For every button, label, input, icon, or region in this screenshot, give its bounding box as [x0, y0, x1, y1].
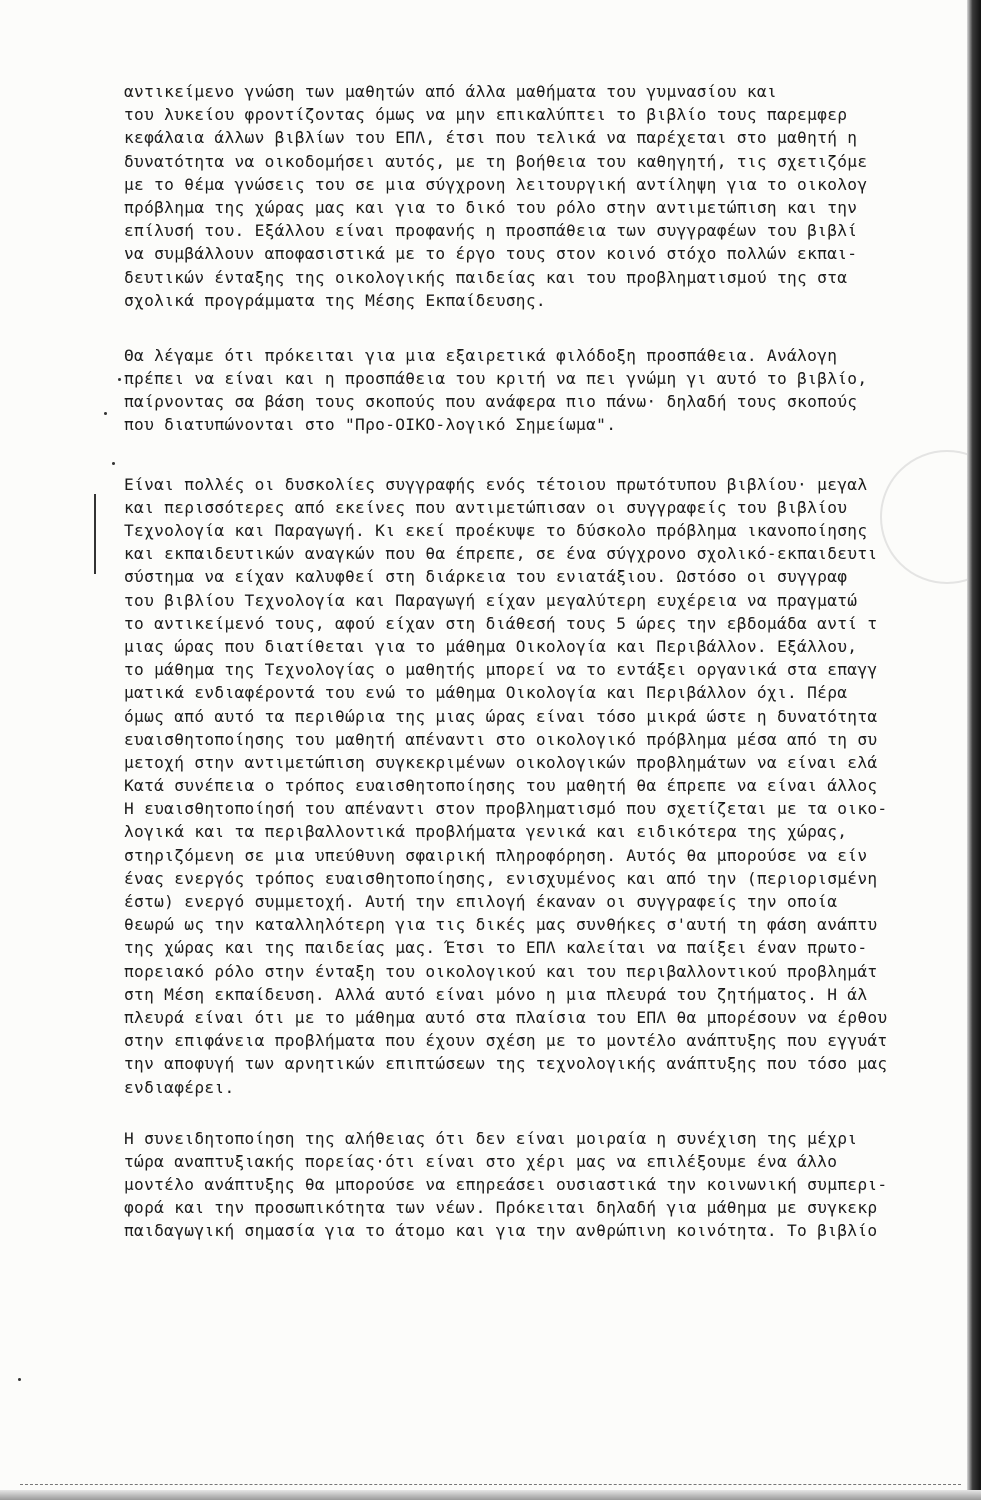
text-line: μιας ώρας που διατίθεται για το μάθημα Οικολογία και Περιβάλλον. Εξάλλου, [124, 636, 858, 656]
scan-bottom-edge [0, 1490, 981, 1500]
text-line: επίλυσή του. Εξάλλου είναι προφανής η προσπάθεια των συγγραφέων του βιβλί [124, 221, 858, 241]
text-line: φορά και την προσωπικότητα των νέων. Πρόκειται δηλαδή για μάθημα με συγκεκρ [124, 1198, 878, 1218]
text-line: λογικά και τα περιβαλλοντικά προβλήματα γενικά και ειδικότερα της χώρας, [124, 822, 848, 842]
paragraph-3 [124, 473, 972, 1099]
text-line: ματικά ενδιαφέροντά του ενώ το μάθημα Οικολογία και Περιβάλλον όχι. Πέρα [124, 683, 848, 703]
text-line: που διατυπώνονται στο "Προ-ΟΙΚΟ-λογικό Σημείωμα". [124, 415, 617, 435]
text-line: τώρα αναπτυξιακής πορείας·ότι είναι στο χέρι μας να επιλέξουμε ένα άλλο [124, 1151, 838, 1171]
margin-dot [104, 412, 107, 415]
text-line: πρέπει να είναι και η προσπάθεια του κριτή να πει γνώμη γι αυτό το βιβλίο, [124, 369, 868, 389]
text-line: έστω) ενεργό συμμετοχή. Αυτή την επιλογή έκαναν οι συγγραφείς την οποία [124, 892, 838, 911]
paragraph-4 [124, 1127, 972, 1243]
text-line: σύστημα να είχαν καλυφθεί στη διάρκεια του ενιατάξιου. Ωστόσο οι συγγραφ [124, 567, 848, 587]
text-line: αντικείμενο γνώση των μαθητών από άλλα μαθήματα του γυμνασίου και [124, 82, 777, 101]
text-line: και εκπαιδευτικών αναγκών που θα έπρεπε, σε ένα σύγχρονο σχολικό-εκπαιδευτι [124, 544, 878, 564]
text-line: την αποφυγή των αρνητικών επιπτώσεων της τεχνολογικής ανάπτυξης που τόσο μας [124, 1054, 888, 1074]
scan-edge-shadow [967, 0, 981, 1500]
text-line: Θα λέγαμε ότι πρόκειται για μια εξαιρετικά φιλόδοξη προσπάθεια. Ανάλογη [124, 345, 838, 365]
text-line: δευτικών ένταξης της οικολογικής παιδείας και του προβληματισμού της στα [124, 267, 848, 287]
text-line: δυνατότητα να οικοδομήσει αυτός, με τη βοήθεια του καθηγητή, τις σχετιζόμε [124, 151, 868, 171]
text-line: πλευρά είναι ότι με το μάθημα αυτό στα πλαίσια του ΕΠΛ θα μπορέσουν να έρθου [124, 1007, 888, 1027]
text-line: με το θέμα γνώσεις του σε μια σύγχρονη λειτουργική αντίληψη για το οικολογ [124, 174, 868, 194]
text-line: να συμβάλλουν αποφασιστικά με το έργο τους στον κοινό στόχο πολλών εκπαι- [124, 244, 858, 264]
margin-bracket-mark [94, 494, 106, 574]
paragraph-2 [124, 344, 972, 437]
text-line: του βιβλίου Τεχνολογία και Παραγωγή είχαν μεγαλύτερη ευχέρεια να πραγματώ [124, 590, 858, 610]
margin-dot [18, 1378, 21, 1381]
text-line: το μάθημα της Τεχνολογίας ο μαθητής μπορεί να το εντάξει οργανικά στα επαγγ [124, 660, 878, 680]
text-line: ένας ενεργός τρόπος ευαισθητοποίησης, ενισχυμένος και από την (περιορισμένη [124, 868, 878, 888]
text-line: πρόβλημα της χώρας μας και για το δικό του ρόλο στην αντιμετώπιση και την [124, 197, 858, 217]
text-line: θεωρώ ως την καταλληλότερη για τις δικές μας συνθήκες σ'αυτή τη φάση ανάπτυ [124, 915, 878, 935]
text-line: κεφάλαια άλλων βιβλίων του ΕΠΛ, έτσι που τελικά να παρέχεται στο μαθητή η [124, 128, 858, 148]
text-line: του λυκείου φροντίζοντας όμως να μην επικαλύπτει το βιβλίο τους παρεμφερ [124, 105, 848, 125]
text-line: το αντικείμενό τους, αφού είχαν στη διάθεσή τους 5 ώρες την εβδομάδα αντί τ [124, 613, 878, 633]
text-line: Τεχνολογία και Παραγωγή. Κι εκεί προέκυψε το δύσκολο πρόβλημα ικανοποίησης [124, 521, 868, 540]
text-line: παίρνοντας σα βάση τους σκοπούς που ανάφερα πιο πάνω· δηλαδή τους σκοπούς [124, 392, 858, 412]
text-line: πορειακό ρόλο στην ένταξη του οικολογικού και του περιβαλλοντικού προβλημάτ [124, 961, 878, 981]
margin-dot [112, 462, 115, 465]
text-line: Κατά συνέπεια ο τρόπος ευαισθητοποίησης του μαθητή θα έπρεπε να είναι άλλος [124, 776, 878, 796]
text-line: και περισσότερες από εκείνες που αντιμετώπισαν οι συγγραφείς του βιβλίου [124, 497, 848, 517]
text-line: ενδιαφέρει. [124, 1077, 235, 1097]
bottom-dashed-rule [20, 1484, 961, 1486]
text-line: Η συνειδητοποίηση της αλήθειας ότι δεν είναι μοιραία η συνέχιση της μέχρι [124, 1128, 858, 1148]
paragraph-1 [124, 80, 972, 312]
text-line: ευαισθητοποίησης του μαθητή απέναντι στο οικολογικό πρόβλημα μέσα από τη συ [124, 729, 878, 749]
text-line: σχολικά προγράμματα της Μέσης Εκπαίδευσης. [124, 290, 546, 310]
text-line: μετοχή στην αντιμετώπιση συγκεκριμένων οικολογικών προβλημάτων να είναι ελά [124, 752, 878, 772]
text-line: όμως από αυτό τα περιθώρια της μιας ώρας είναι τόσο μικρά ώστε η δυνατότητα [124, 706, 878, 726]
text-line: μοντέλο ανάπτυξης θα μπορούσε να επηρεάσει ουσιαστικά την κοινωνική συμπερι- [124, 1175, 888, 1195]
text-line: Είναι πολλές οι δυσκολίες συγγραφής ενός τέτοιου πρωτότυπου βιβλίου· μεγαλ [124, 474, 868, 494]
margin-dot [118, 378, 121, 381]
text-line: στην επιφάνεια προβλήματα που έχουν σχέση με το μοντέλο ανάπτυξης που εγγυάτ [124, 1031, 888, 1051]
text-line: της χώρας και της παιδείας μας. Έτσι το ΕΠΛ καλείται να παίξει έναν πρωτο- [124, 938, 868, 958]
document-body [124, 80, 972, 1243]
text-line: στη Μέση εκπαίδευση. Αλλά αυτό είναι μόνο η μια πλευρά του ζητήματος. Η άλ [124, 984, 868, 1004]
text-line: Η ευαισθητοποίησή του απέναντι στον προβληματισμό που σχετίζεται με τα οικο- [124, 799, 888, 819]
text-line: στηριζόμενη σε μια υπεύθυνη σφαιρική πληροφόρηση. Αυτός θα μπορούσε να είν [124, 845, 868, 865]
text-line: παιδαγωγική σημασία για το άτομο και για την ανθρώπινη κοινότητα. Το βιβλίο [124, 1221, 878, 1241]
